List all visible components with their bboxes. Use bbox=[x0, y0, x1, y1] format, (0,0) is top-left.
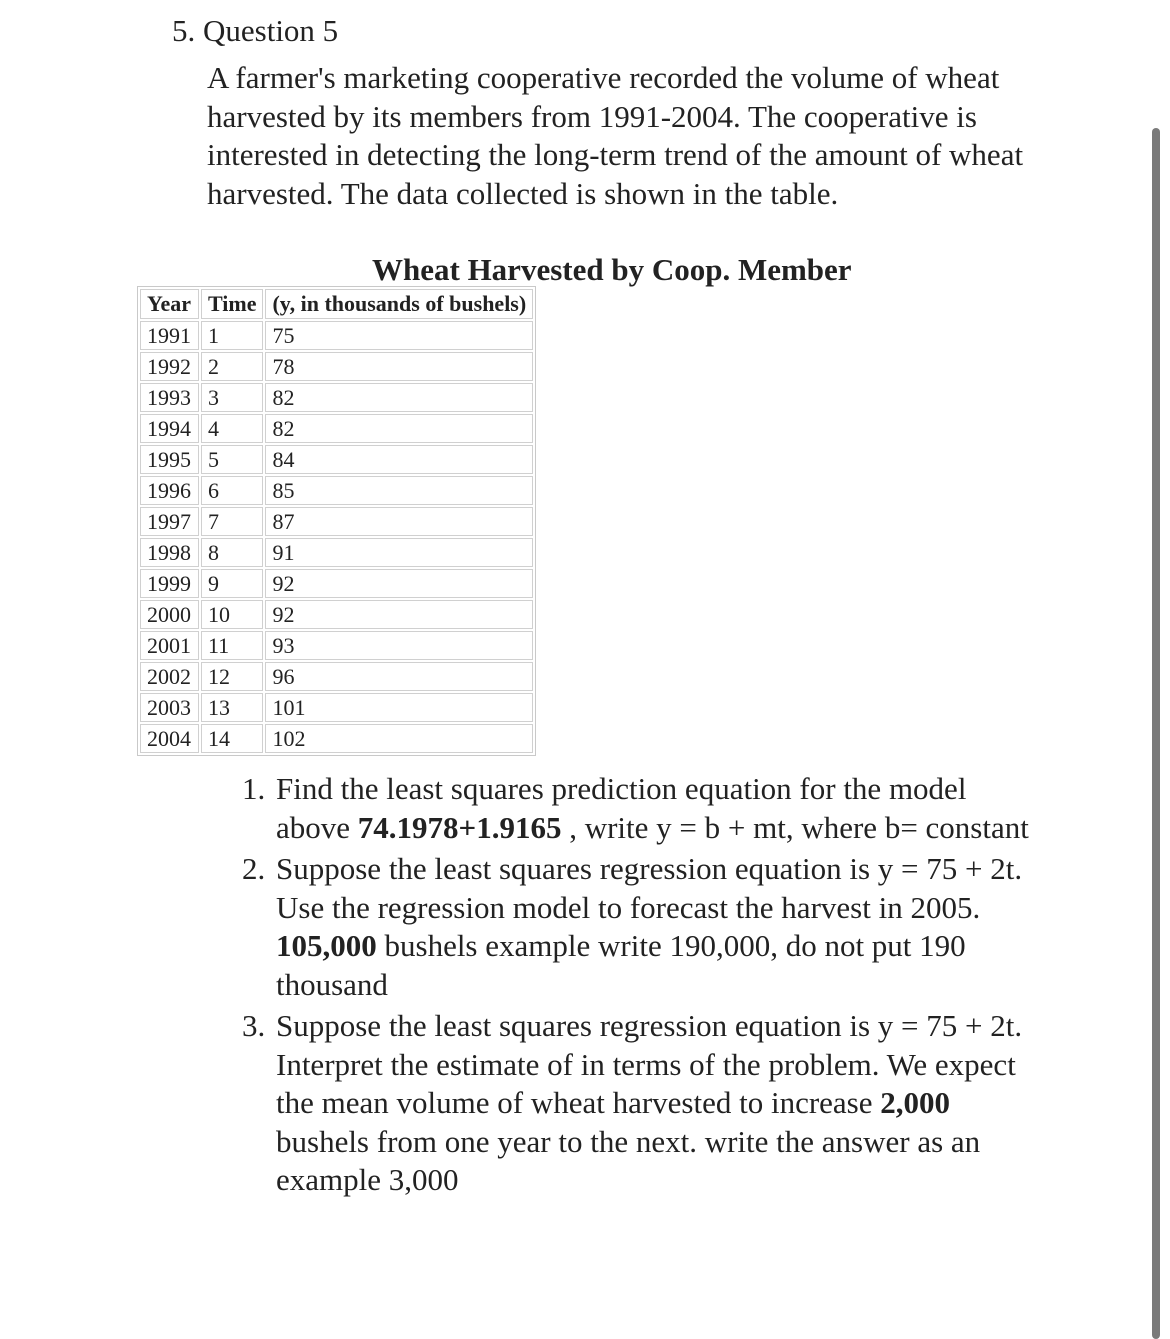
cell-harvest: 93 bbox=[265, 631, 533, 660]
cell-time: 7 bbox=[201, 507, 263, 536]
answer-value: 74.1978+1.9165 bbox=[357, 809, 562, 845]
cell-year: 1999 bbox=[140, 569, 199, 598]
cell-harvest: 82 bbox=[265, 383, 533, 412]
cell-time: 6 bbox=[201, 476, 263, 505]
table-row bbox=[140, 352, 533, 381]
cell-harvest: 85 bbox=[265, 476, 533, 505]
cell-year: 2004 bbox=[140, 724, 199, 753]
cell-time: 5 bbox=[201, 445, 263, 474]
cell-harvest: 84 bbox=[265, 445, 533, 474]
intro-text: A farmer's marketing cooperative recorded the volume of wheat harvested by its members from 1991-2004. The cooperative is interested in detecting the long-term trend of the amount of wheat harvested. The data collected is shown in the table. bbox=[207, 60, 1024, 211]
table-row bbox=[140, 538, 533, 567]
table-row bbox=[140, 662, 533, 691]
cell-harvest: 91 bbox=[265, 538, 533, 567]
table-row bbox=[140, 507, 533, 536]
subquestion-text: Suppose the least squares regression equation is y = 75 + 2t. Interpret the estimate of in terms of the problem. We expect the mean volume of wheat harvested to increase bbox=[276, 1008, 1023, 1120]
question-title: 5. Question 5 bbox=[172, 13, 339, 48]
subquestion-2 bbox=[242, 850, 1036, 1004]
table-row bbox=[140, 383, 533, 412]
cell-year: 1995 bbox=[140, 445, 199, 474]
question-intro bbox=[207, 59, 1037, 213]
table-row bbox=[140, 693, 533, 722]
cell-year: 2001 bbox=[140, 631, 199, 660]
cell-year: 2003 bbox=[140, 693, 199, 722]
header-year: Year bbox=[140, 289, 199, 319]
cell-time: 3 bbox=[201, 383, 263, 412]
cell-time: 2 bbox=[201, 352, 263, 381]
header-time: Time bbox=[201, 289, 263, 319]
subquestion-number: 3. bbox=[242, 1008, 266, 1043]
table-body bbox=[140, 321, 533, 753]
cell-year: 1996 bbox=[140, 476, 199, 505]
cell-harvest: 92 bbox=[265, 600, 533, 629]
table-title: Wheat Harvested by Coop. Member bbox=[372, 252, 852, 287]
cell-harvest: 75 bbox=[265, 321, 533, 350]
table-row bbox=[140, 724, 533, 753]
table-row bbox=[140, 445, 533, 474]
cell-harvest: 87 bbox=[265, 507, 533, 536]
subquestion-number: 2. bbox=[242, 851, 266, 886]
header-harvest: (y, in thousands of bushels) bbox=[265, 289, 533, 319]
subquestion-text-after: bushels from one year to the next. write the answer as an example 3,000 bbox=[276, 1123, 981, 1197]
table-row bbox=[140, 414, 533, 443]
subquestion-3 bbox=[242, 1007, 1036, 1200]
subquestion-number: 1. bbox=[242, 771, 266, 806]
cell-year: 1991 bbox=[140, 321, 199, 350]
cell-harvest: 96 bbox=[265, 662, 533, 691]
cell-year: 2000 bbox=[140, 600, 199, 629]
cell-year: 1993 bbox=[140, 383, 199, 412]
cell-time: 8 bbox=[201, 538, 263, 567]
scrollbar[interactable] bbox=[1152, 128, 1160, 1339]
cell-time: 4 bbox=[201, 414, 263, 443]
cell-time: 1 bbox=[201, 321, 263, 350]
answer-value: 105,000 bbox=[276, 928, 377, 963]
cell-time: 12 bbox=[201, 662, 263, 691]
table-row bbox=[140, 321, 533, 350]
wheat-table bbox=[137, 286, 536, 756]
subquestion-text: Suppose the least squares regression equation is y = 75 + 2t. Use the regression model to forecast the harvest in 2005. bbox=[276, 851, 1023, 925]
subquestion-text: Find the least squares prediction equation for the model above bbox=[276, 771, 967, 845]
cell-year: 1998 bbox=[140, 538, 199, 567]
answer-value: 2,000 bbox=[880, 1085, 951, 1120]
table-row bbox=[140, 631, 533, 660]
table-row bbox=[140, 569, 533, 598]
table-header-row bbox=[140, 289, 533, 319]
cell-harvest: 101 bbox=[265, 693, 533, 722]
cell-time: 9 bbox=[201, 569, 263, 598]
cell-time: 13 bbox=[201, 693, 263, 722]
cell-time: 11 bbox=[201, 631, 263, 660]
table-row bbox=[140, 600, 533, 629]
subquestion-text-after: , write y = b + mt, where b= constant bbox=[561, 809, 1029, 845]
cell-time: 14 bbox=[201, 724, 263, 753]
cell-harvest: 92 bbox=[265, 569, 533, 598]
cell-harvest: 102 bbox=[265, 724, 533, 753]
cell-harvest: 82 bbox=[265, 414, 533, 443]
subquestion-1 bbox=[242, 770, 1036, 847]
cell-year: 1997 bbox=[140, 507, 199, 536]
subquestion-text-after: bushels example write 190,000, do not put 190 thousand bbox=[276, 928, 966, 1002]
subquestion-list bbox=[242, 770, 1036, 1203]
table-row bbox=[140, 476, 533, 505]
cell-harvest: 78 bbox=[265, 352, 533, 381]
cell-year: 1992 bbox=[140, 352, 199, 381]
cell-time: 10 bbox=[201, 600, 263, 629]
cell-year: 2002 bbox=[140, 662, 199, 691]
cell-year: 1994 bbox=[140, 414, 199, 443]
